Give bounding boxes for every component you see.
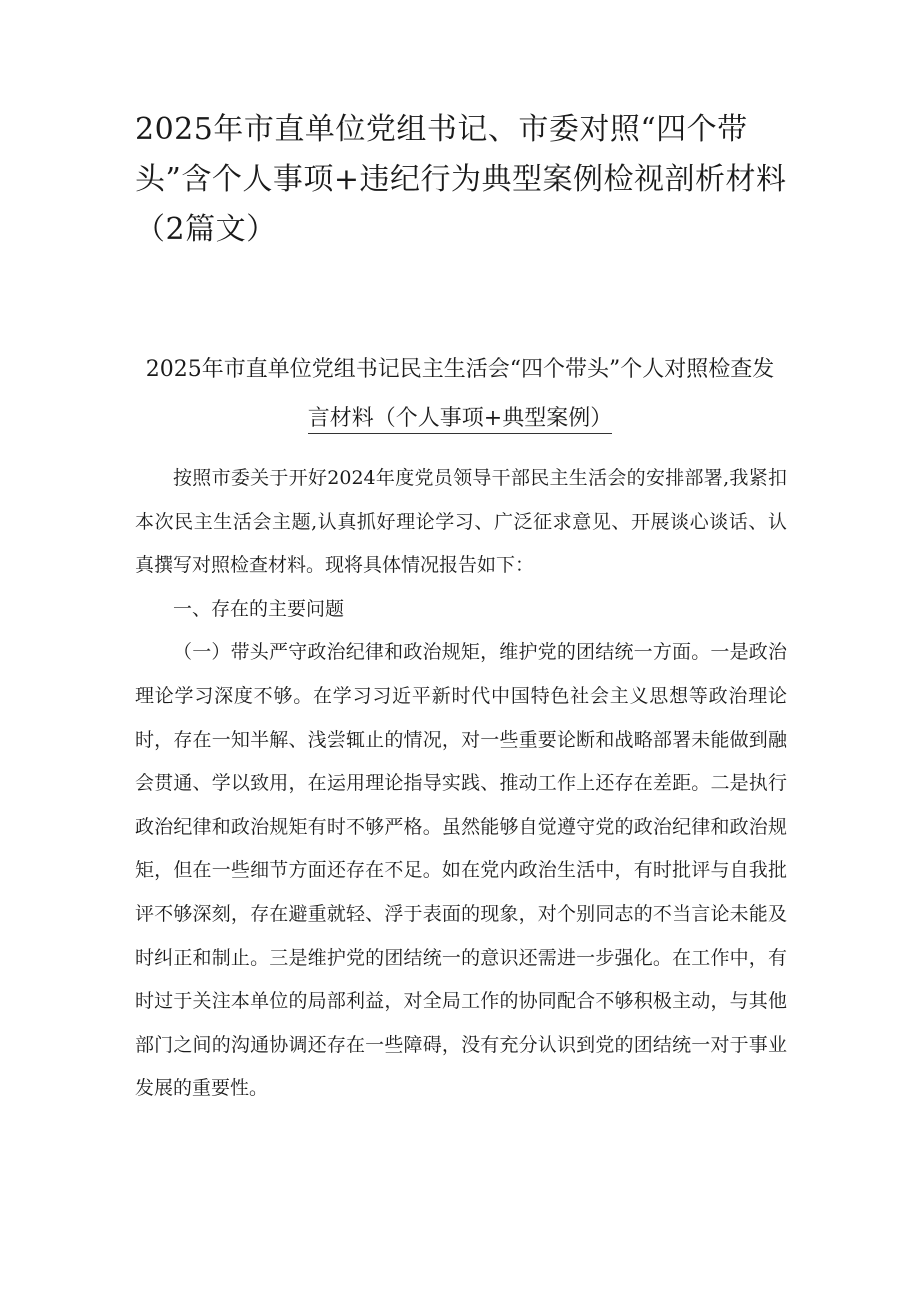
paragraph-heading-issues: 一、存在的主要问题 <box>173 597 345 620</box>
body-text <box>135 457 787 1111</box>
section-title-line-2-wrap <box>140 404 780 434</box>
paragraph-intro: 按照市委关于开好2024年度党员领导干部民主生活会的安排部署,我紧扣本次民主生活会主题,认真抓好理论学习、广泛征求意见、开展谈心谈话、认真撰写对照检查材料。现将具体情况报告如下： <box>135 467 787 577</box>
paragraph-issue-1: （一）带头严守政治纪律和政治规矩，维护党的团结统一方面。一是政治理论学习深度不够。在学习习近平新时代中国特色社会主义思想等政治理论时，存在一知半解、浅尝辄止的情况，对一些重要论断和战略部署未能做到融会贯通、学以致用，在运用理论指导实践、推动工作上还存在差距。二是执行政治纪律和政治规矩有时不够严格。虽然能够自觉遵守党的政治纪律和政治规矩，但在一些细节方面还存在不足。如在党内政治生活中，有时批评与自我批评不够深刻，存在避重就轻、浮于表面的现象，对个别同志的不当言论未能及时纠正和制止。三是维护党的团结统一的意识还需进一步强化。在工作中，有时过于关注本单位的局部利益，对全局工作的协同配合不够积极主动，与其他部门之间的沟通协调还存在一些障碍，没有充分认识到党的团结统一对于事业发展的重要性。 <box>135 641 787 1100</box>
document-title: 2025年市直单位党组书记、市委对照“四个带头”含个人事项+违纪行为典型案例检视剖析材料（2篇文） <box>135 112 787 247</box>
section-title-line-2: 言材料（个人事项+典型案例） <box>308 406 612 434</box>
section-title-line-1: 2025年市直单位党组书记民主生活会“四个带头”个人对照检查发 <box>145 357 775 382</box>
